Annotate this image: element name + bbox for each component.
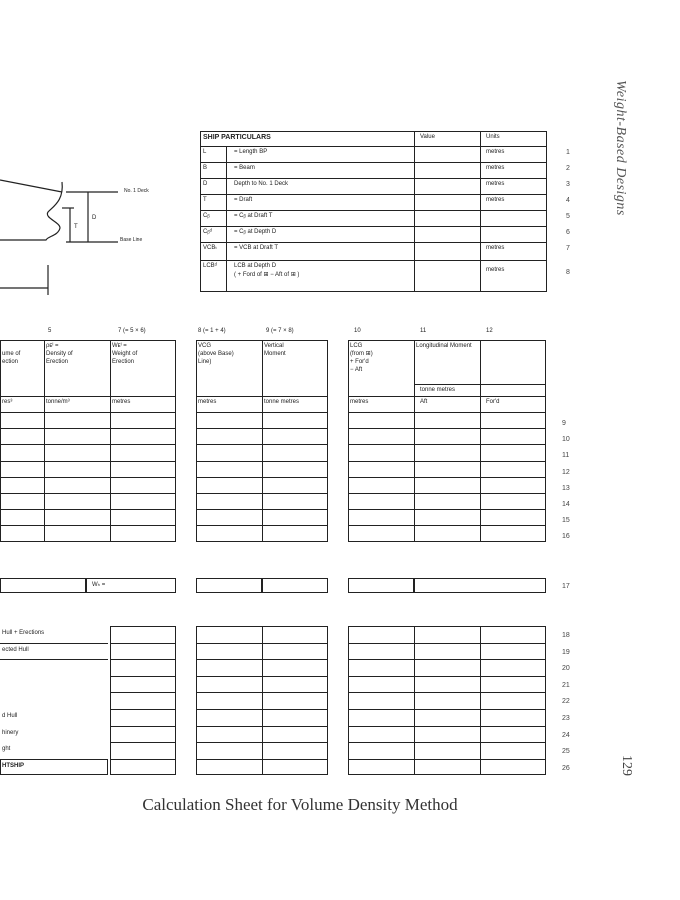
column-number: 8 (= 1 + 4): [198, 328, 226, 334]
column-rule: [414, 626, 415, 775]
particular-unit: metres: [486, 165, 505, 171]
column-number: 7 (= 5 × 6): [118, 328, 146, 334]
particular-symbol: Cᵦᵈ: [203, 229, 212, 235]
column-header-line: Moment: [264, 351, 286, 357]
summary-row-rule: [110, 709, 176, 710]
particulars-header: SHIP PARTICULARS: [203, 134, 271, 141]
table-row-rule: [348, 444, 546, 445]
column-rule: [480, 626, 481, 775]
row-number: 12: [562, 468, 570, 476]
units-row-rule: [0, 396, 176, 397]
column-number: 5: [48, 328, 52, 334]
column-header-line: (from ⊞): [350, 351, 373, 357]
row-number: 5: [566, 213, 570, 220]
row-number: 21: [562, 681, 570, 689]
label-rule: [0, 643, 108, 644]
table-row-rule: [348, 525, 546, 526]
column-header-line: Longitudinal Moment: [416, 343, 472, 349]
particular-description: = Beam: [234, 165, 255, 171]
ford-label: For'd: [486, 399, 500, 405]
table-row-rule: [0, 477, 176, 478]
particular-description: LCB at Depth D: [234, 263, 277, 269]
row-number: 23: [562, 715, 570, 722]
summary-row-rule: [348, 726, 546, 727]
column-header-line: + For'd: [350, 359, 369, 365]
particular-symbol: T: [203, 197, 207, 203]
summary-label: HTSHIP: [2, 762, 25, 769]
units-row-rule: [348, 396, 546, 397]
summary-label: hinery: [2, 729, 19, 736]
summary-row-rule: [348, 659, 546, 660]
column-header-line: (above Base): [198, 351, 234, 357]
particular-unit: metres: [486, 245, 505, 251]
column-rule: [0, 340, 1, 542]
particulars-row-rule: [200, 194, 547, 195]
cut-header-line: ume of: [2, 351, 21, 357]
particular-symbol: B: [203, 165, 208, 171]
particular-symbol: LCBᵈ: [203, 263, 217, 269]
particulars-row-rule: [200, 242, 547, 243]
column-header-line: Weight of: [112, 351, 138, 357]
total-cell: [262, 578, 328, 593]
column-number: 12: [486, 328, 493, 334]
column-header-line: Vertical: [264, 343, 284, 349]
column-number: 11: [420, 328, 427, 334]
table-row-rule: [348, 477, 546, 478]
table-row-rule: [348, 493, 546, 494]
particular-description: = Cᵦ at Draft T: [234, 213, 273, 219]
row-number: 20: [562, 665, 570, 673]
long-moment-unit: tonne metres: [420, 387, 456, 393]
figure-caption: Calculation Sheet for Volume Density Method: [142, 795, 458, 814]
column-header-line: Density of: [46, 351, 73, 357]
draft-letter: T: [74, 224, 78, 230]
column-header-line: LCG: [350, 343, 363, 349]
table-row-rule: [0, 444, 176, 445]
summary-group-outline: [110, 626, 176, 775]
summary-group-outline: [348, 626, 546, 775]
column-rule: [480, 340, 481, 542]
particular-description: = Draft: [234, 197, 253, 203]
body-start-rule: [0, 412, 176, 413]
long-moment-rule: [414, 384, 546, 385]
page-number: 129: [619, 755, 634, 776]
row-number: 7: [566, 245, 570, 252]
column-number: 10: [354, 328, 361, 334]
column-rule: [414, 340, 415, 542]
row-number: 6: [566, 229, 570, 236]
summary-row-rule: [110, 659, 176, 660]
table-group-outline: [348, 340, 546, 542]
summary-row-rule: [110, 726, 176, 727]
column-rule: [110, 340, 111, 542]
row-number: 18: [562, 632, 570, 639]
column-rule: [196, 340, 197, 542]
summary-row-rule: [348, 643, 546, 644]
summary-row-rule: [348, 742, 546, 743]
row-number: 9: [562, 420, 566, 427]
summary-row-rule: [348, 692, 546, 693]
table-row-rule: [348, 509, 546, 510]
table-row-rule: [0, 493, 176, 494]
particular-unit: metres: [486, 267, 505, 273]
summary-row-rule: [110, 643, 176, 644]
table-row-rule: [348, 428, 546, 429]
deck-label: No. 1 Deck: [124, 188, 149, 194]
value-column-rule: [414, 131, 415, 292]
column-header-line: Wᴇᴵ =: [112, 343, 127, 349]
particular-description-2: ( + Ford of ⊞ − Aft of ⊞ ): [234, 272, 300, 278]
total-cell: [0, 578, 86, 593]
column-header-line: Line): [198, 359, 212, 365]
particular-symbol: VCBₜ: [203, 245, 218, 251]
row-number: 2: [566, 165, 570, 172]
total-cell: [414, 578, 546, 593]
table-group-outline: [0, 340, 176, 542]
particular-symbol: D: [203, 181, 208, 187]
summary-label: ght: [2, 746, 11, 753]
running-head: Weight-Based Designs: [613, 80, 628, 216]
summary-row-rule: [110, 759, 176, 760]
row-number: 3: [566, 181, 570, 188]
cut-header-line: ection: [2, 359, 19, 365]
column-unit: tonne metres: [264, 399, 300, 405]
label-rule: [0, 659, 108, 660]
particular-symbol: L: [203, 149, 207, 155]
column-unit: metres: [350, 399, 369, 405]
column-header-line: − Aft: [350, 367, 363, 373]
row-number: 17: [562, 583, 570, 590]
column-header-line: Erection: [46, 359, 69, 365]
row-number: 1: [566, 149, 570, 156]
row-number: 15: [562, 517, 570, 525]
row-number: 22: [562, 698, 570, 706]
row-number: 16: [562, 533, 570, 541]
row-number: 13: [562, 484, 570, 492]
row-number: 25: [562, 748, 570, 756]
particular-description: Depth to No. 1 Deck: [234, 181, 289, 187]
summary-label: d Hull: [2, 713, 18, 719]
summary-row-rule: [110, 692, 176, 693]
total-cell: [196, 578, 262, 593]
table-row-rule: [348, 461, 546, 462]
table-row-rule: [0, 509, 176, 510]
summary-row-rule: [348, 676, 546, 677]
summary-row-rule: [110, 742, 176, 743]
particular-unit: metres: [486, 149, 505, 155]
units-header: Units: [486, 134, 500, 140]
column-unit: metres: [112, 399, 131, 405]
aft-label: Aft: [420, 399, 428, 405]
summary-label: ected Hull: [2, 646, 29, 653]
table-row-rule: [0, 461, 176, 462]
summary-row-rule: [110, 676, 176, 677]
body-start-rule: [348, 412, 546, 413]
table-row-rule: [0, 525, 176, 526]
particular-unit: metres: [486, 197, 505, 203]
row-number: 10: [562, 436, 570, 444]
particular-unit: metres: [486, 181, 505, 187]
column-header-line: VCG: [198, 343, 212, 349]
particular-description: = VCB at Draft T: [234, 245, 279, 251]
value-header: Value: [420, 134, 435, 140]
summary-row-rule: [348, 709, 546, 710]
column-header-line: ρᴇᴵ =: [46, 343, 59, 349]
base-line-label: Base Line: [120, 237, 143, 243]
table-row-rule: [0, 428, 176, 429]
column-rule: [348, 340, 349, 542]
summary-label: Hull + Erections: [2, 630, 45, 636]
column-rule: [44, 340, 45, 542]
column-number: 9 (= 7 × 8): [266, 328, 294, 334]
column-unit: tonne/m³: [46, 399, 70, 405]
particulars-row-rule: [200, 162, 547, 163]
particulars-row-rule: [200, 178, 547, 179]
row-number: 11: [562, 452, 570, 460]
total-cell: [348, 578, 414, 593]
row-number: 14: [562, 501, 570, 508]
row-number: 4: [566, 197, 570, 204]
particulars-row-rule: [200, 146, 547, 147]
column-rule: [262, 626, 263, 775]
column-unit: metres: [198, 399, 217, 405]
hull-weight-label: Wₕ =: [92, 582, 106, 588]
particulars-row-rule: [200, 210, 547, 211]
summary-row-rule: [348, 759, 546, 760]
symbol-column-rule: [226, 146, 227, 292]
particular-symbol: Cᵦ: [203, 213, 210, 219]
particulars-row-rule: [200, 226, 547, 227]
cut-unit: res³: [2, 399, 13, 405]
row-number: 8: [566, 269, 570, 276]
particular-description: = Length BP: [234, 149, 268, 155]
column-rule: [262, 340, 263, 542]
column-header-line: Erection: [112, 359, 135, 365]
row-number: 26: [562, 764, 570, 772]
row-number: 24: [562, 731, 570, 739]
particulars-row-rule: [200, 260, 547, 261]
particular-description: = Cᵦ at Depth D: [234, 229, 277, 235]
depth-letter: D: [92, 215, 97, 221]
units-column-rule: [480, 131, 481, 292]
row-number: 19: [562, 648, 570, 656]
